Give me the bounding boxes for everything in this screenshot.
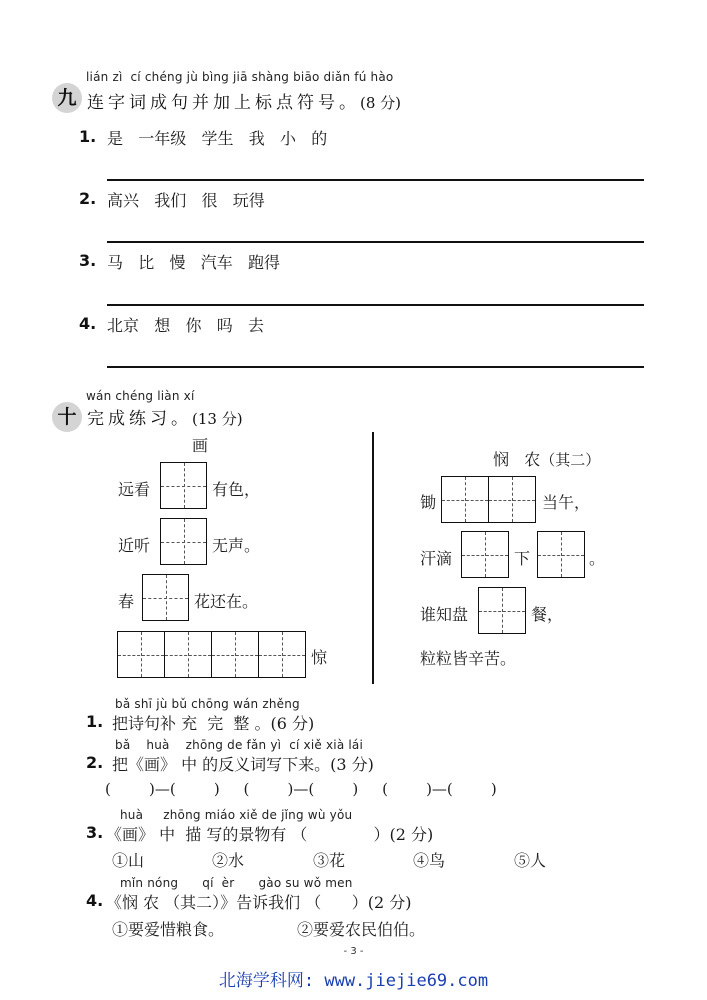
poem1-line1-blank-box[interactable]	[160, 462, 207, 509]
s9-q2-answer-line[interactable]	[107, 241, 644, 243]
poem2-subtitle: （其二）	[540, 451, 601, 469]
s9-q1-answer-line[interactable]	[107, 179, 644, 181]
poem1-line4-blank-box-2[interactable]	[164, 631, 212, 678]
poem2-line4: 粒粒皆辛苦。	[420, 649, 517, 668]
poem2-line2-pre: 汗滴	[420, 549, 453, 568]
section10-title-text: 完成练习。	[87, 409, 192, 429]
s10-q2-pinyin: bǎ huà zhōng de fǎn yì cí xiě xià lái	[115, 738, 364, 752]
poem2-line2-blank-box-1[interactable]	[461, 531, 509, 578]
s10-q3-option-1: ①山	[112, 851, 145, 870]
page-number: - 3 -	[343, 946, 364, 957]
s10-q3-option-5: ⑤人	[514, 851, 547, 870]
poem2-title	[493, 447, 600, 470]
s10-q1-number: 1.	[86, 712, 104, 731]
poem1-line1-post: 有色，	[212, 480, 261, 499]
s10-q4-pinyin: mǐn nóng qí èr gào su wǒ men	[120, 876, 353, 890]
section10-title	[87, 404, 243, 429]
poem2-title-text: 悯 农	[493, 450, 541, 469]
poem1-line2-post: 无声。	[212, 536, 261, 555]
poem2-line3-post: 餐，	[531, 605, 564, 624]
section9-number-badge: 九	[52, 83, 82, 113]
poem1-line4-blank-box-4[interactable]	[258, 631, 306, 678]
poem2-line3-pre: 谁知盘	[420, 605, 469, 624]
s9-q3-words: 马 比 慢 汽车 跑得	[107, 253, 281, 272]
s9-q4-answer-line[interactable]	[107, 366, 644, 368]
s10-q3-pinyin: huà zhōng miáo xiě de jǐng wù yǒu	[120, 808, 353, 822]
s10-q1-text: 把诗句补 充 完 整 。(6 分)	[112, 714, 315, 733]
poem2-line2-blank-box-2[interactable]	[537, 531, 585, 578]
s9-q1-number: 1.	[79, 127, 97, 146]
s10-q3-number: 3.	[86, 823, 104, 842]
s9-q4-number: 4.	[79, 314, 97, 333]
poem2-line1-blank-box-2[interactable]	[488, 476, 536, 523]
poem1-line3-blank-box[interactable]	[142, 574, 189, 621]
s9-q1-words: 是 一年级 学生 我 小 的	[107, 129, 328, 148]
s10-q3-option-2: ②水	[212, 851, 245, 870]
s9-q3-number: 3.	[79, 251, 97, 270]
poem2-line1-pre: 锄	[420, 493, 437, 512]
s9-q4-words: 北京 想 你 吗 去	[107, 316, 265, 335]
section9-pinyin: lián zì cí chéng jù bìng jiā shàng biāo diǎn fú hào	[86, 70, 394, 84]
section10-number-badge: 十	[52, 402, 82, 432]
s9-q2-number: 2.	[79, 189, 97, 208]
s10-q2-text: 把《画》 中 的反义词写下来。(3 分)	[112, 755, 374, 774]
s10-q2-antonym-blanks[interactable]: ( )—( ) ( )—( ) ( )—( )	[105, 780, 497, 798]
poem2-line2-post: 。	[589, 549, 606, 568]
section9-title-text: 连字词成句并加上标点符号。	[87, 93, 360, 113]
poem2-line3-blank-box[interactable]	[478, 587, 526, 634]
section10-score: (13 分)	[192, 410, 243, 428]
poem-divider	[372, 432, 374, 684]
s10-q4-option-1: ①要爱惜粮食。	[112, 920, 225, 939]
poem1-line4-post: 惊	[311, 648, 328, 667]
poem2-line1-blank-box-1[interactable]	[441, 476, 489, 523]
s9-q2-words: 高兴 我们 很 玩得	[107, 191, 265, 210]
poem2-line2-mid: 下	[514, 549, 531, 568]
poem1-line2-blank-box[interactable]	[160, 518, 207, 565]
s10-q3-option-4: ④鸟	[413, 851, 446, 870]
poem1-title: 画	[192, 436, 209, 455]
poem1-line3-pre: 春	[118, 592, 135, 611]
poem1-line1-pre: 远看	[118, 480, 151, 499]
s9-q3-answer-line[interactable]	[107, 304, 644, 306]
s10-q4-number: 4.	[86, 891, 104, 910]
s10-q4-text: 《悯 农 （其二）》告诉我们 （ ）(2 分)	[106, 893, 412, 912]
s10-q3-option-3: ③花	[313, 851, 346, 870]
section10-pinyin: wán chéng liàn xí	[86, 389, 195, 403]
poem1-line4-blank-box-3[interactable]	[211, 631, 259, 678]
section9-score: (8 分)	[360, 94, 402, 112]
poem2-line1-post: 当午，	[542, 493, 591, 512]
poem1-line3-post: 花还在。	[194, 592, 259, 611]
s10-q2-number: 2.	[86, 753, 104, 772]
poem1-line4-blank-box-1[interactable]	[117, 631, 165, 678]
s10-q1-pinyin: bǎ shī jù bǔ chōng wán zhěng	[115, 697, 300, 711]
s10-q3-text: 《画》 中 描 写的景物有 （ ）(2 分)	[106, 825, 434, 844]
footer-watermark: 北海学科网: www.jiejie69.com	[218, 971, 489, 991]
poem1-line2-pre: 近听	[118, 536, 151, 555]
s10-q4-option-2: ②要爱农民伯伯。	[297, 920, 426, 939]
section9-title	[87, 88, 401, 113]
